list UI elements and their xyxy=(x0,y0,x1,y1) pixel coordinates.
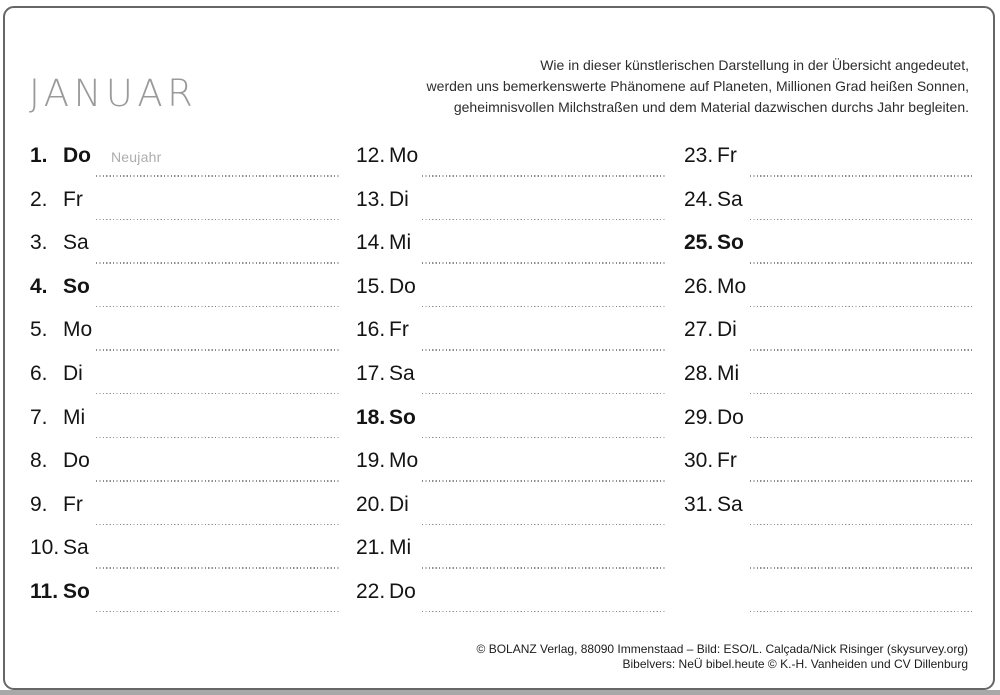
day-number: 19. xyxy=(356,449,386,473)
writing-line xyxy=(96,611,339,613)
footer-credits xyxy=(477,642,968,671)
writing-line xyxy=(422,219,666,221)
writing-line xyxy=(96,262,339,264)
day-row xyxy=(356,404,668,448)
day-abbrev: Do xyxy=(717,405,744,429)
day-number: 17. xyxy=(356,361,386,385)
day-abbrev: So xyxy=(717,231,744,255)
writing-line xyxy=(96,480,339,482)
writing-line xyxy=(422,262,666,264)
day-row xyxy=(30,273,341,317)
day-abbrev: Mi xyxy=(63,405,86,429)
day-row xyxy=(684,273,976,317)
writing-line xyxy=(750,349,974,351)
day-number: 28. xyxy=(684,361,714,385)
day-abbrev: Mo xyxy=(717,274,747,298)
day-number: 11. xyxy=(30,579,59,603)
day-row xyxy=(356,186,668,230)
writing-line xyxy=(96,306,339,308)
day-number: 2. xyxy=(30,187,48,211)
day-number: 16. xyxy=(356,318,386,342)
day-abbrev: Fr xyxy=(717,449,737,473)
day-number: 15. xyxy=(356,274,386,298)
writing-line xyxy=(422,611,666,613)
calendar-column xyxy=(30,142,341,622)
day-number: 7. xyxy=(30,405,48,429)
intro-line: werden uns bemerkenswerte Phänomene auf Planeten, Millionen Grad heißen Sonnen, xyxy=(426,78,969,94)
day-number: 13. xyxy=(356,187,386,211)
day-number: 25. xyxy=(684,231,714,255)
day-abbrev: Fr xyxy=(389,318,409,342)
day-abbrev: Do xyxy=(63,144,91,167)
day-row xyxy=(356,491,668,535)
day-row xyxy=(30,229,341,273)
intro-line: Wie in dieser künstlerischen Darstellung in der Übersicht angedeutet, xyxy=(540,57,969,73)
writing-line xyxy=(96,437,339,439)
day-abbrev: Sa xyxy=(717,187,743,211)
writing-line xyxy=(96,349,339,351)
day-abbrev: Sa xyxy=(63,231,89,255)
intro-text xyxy=(427,55,969,118)
writing-line xyxy=(750,306,974,308)
day-row xyxy=(356,578,668,622)
writing-line xyxy=(422,480,666,482)
footer-line-publisher: © BOLANZ Verlag, 88090 Immenstaad – Bild: ESO/L. Calçada/Nick Risinger (skysurvey.org) xyxy=(476,642,968,656)
writing-line xyxy=(96,524,339,526)
day-row xyxy=(30,360,341,404)
writing-line xyxy=(750,611,974,613)
day-row xyxy=(684,578,976,622)
day-number: 4. xyxy=(30,274,48,298)
day-number: 27. xyxy=(684,318,714,342)
day-number: 1. xyxy=(30,144,48,167)
day-number: 12. xyxy=(356,144,386,167)
writing-line xyxy=(422,349,666,351)
day-row xyxy=(684,360,976,404)
writing-line xyxy=(96,567,339,569)
day-number: 29. xyxy=(684,405,714,429)
calendar-column xyxy=(684,142,976,622)
writing-line xyxy=(422,524,666,526)
day-number: 18. xyxy=(356,405,386,429)
day-row xyxy=(30,578,341,622)
day-abbrev: Mi xyxy=(717,361,740,385)
day-row xyxy=(356,360,668,404)
day-abbrev: Di xyxy=(389,492,409,516)
day-number: 5. xyxy=(30,318,48,342)
day-abbrev: Sa xyxy=(717,492,743,516)
day-abbrev: Sa xyxy=(389,361,415,385)
day-row xyxy=(684,404,976,448)
day-row xyxy=(30,534,341,578)
day-abbrev: Sa xyxy=(63,536,89,560)
writing-line xyxy=(96,219,339,221)
writing-line xyxy=(422,306,666,308)
writing-line xyxy=(422,437,666,439)
day-abbrev: Mo xyxy=(389,144,419,167)
day-number: 26. xyxy=(684,274,714,298)
day-row xyxy=(356,447,668,491)
day-number: 30. xyxy=(684,449,714,473)
day-row xyxy=(684,534,976,578)
footer-line-bibelvers: Bibelvers: NeÜ bibel.heute © K.-H. Vanheiden und CV Dillenburg xyxy=(622,656,968,671)
writing-line xyxy=(750,437,974,439)
day-abbrev: So xyxy=(63,274,90,298)
day-number: 9. xyxy=(30,492,48,516)
writing-line xyxy=(750,262,974,264)
day-abbrev: Fr xyxy=(63,492,83,516)
day-abbrev: Mi xyxy=(389,231,412,255)
day-number: 8. xyxy=(30,449,48,473)
day-abbrev: So xyxy=(389,405,416,429)
day-abbrev: Do xyxy=(63,449,90,473)
writing-line xyxy=(750,175,974,177)
day-number: 31. xyxy=(684,492,714,516)
day-row xyxy=(30,186,341,230)
page-bottom-edge-shadow xyxy=(0,690,1000,695)
writing-line xyxy=(750,567,974,569)
day-row xyxy=(30,142,341,186)
calendar-column xyxy=(356,142,668,622)
writing-line xyxy=(750,393,974,395)
day-abbrev: Di xyxy=(63,361,83,385)
day-row xyxy=(684,316,976,360)
day-abbrev: Di xyxy=(717,318,737,342)
day-abbrev: Mo xyxy=(63,318,93,342)
intro-line: geheimnisvollen Milchstraßen und dem Material dazwischen durchs Jahr begleiten. xyxy=(453,99,969,115)
day-row xyxy=(684,491,976,535)
day-number: 14. xyxy=(356,231,386,255)
day-abbrev: Do xyxy=(389,579,416,603)
day-number: 10. xyxy=(30,536,60,560)
month-title: JANUAR xyxy=(29,72,198,115)
day-abbrev: Fr xyxy=(63,187,83,211)
day-number: 6. xyxy=(30,361,48,385)
day-abbrev: Fr xyxy=(717,144,737,167)
day-abbrev: Mo xyxy=(389,449,419,473)
day-row xyxy=(684,447,976,491)
day-number: 20. xyxy=(356,492,386,516)
day-abbrev: So xyxy=(63,579,90,603)
day-row xyxy=(356,273,668,317)
writing-line xyxy=(750,480,974,482)
writing-line xyxy=(96,175,339,177)
writing-line xyxy=(96,393,339,395)
writing-line xyxy=(750,524,974,526)
day-row xyxy=(684,229,976,273)
day-row xyxy=(356,229,668,273)
writing-line xyxy=(750,219,974,221)
day-number: 24. xyxy=(684,187,714,211)
writing-line xyxy=(422,567,666,569)
day-number: 21. xyxy=(356,536,386,560)
day-number: 22. xyxy=(356,579,386,603)
day-abbrev: Di xyxy=(389,187,409,211)
day-row xyxy=(30,404,341,448)
day-row xyxy=(356,534,668,578)
day-abbrev: Do xyxy=(389,274,416,298)
day-row xyxy=(684,186,976,230)
day-row xyxy=(356,316,668,360)
day-row xyxy=(30,316,341,360)
day-row xyxy=(30,491,341,535)
day-row xyxy=(356,142,668,186)
day-row xyxy=(684,142,976,186)
day-row xyxy=(30,447,341,491)
writing-line xyxy=(422,393,666,395)
holiday-label: Neujahr xyxy=(111,149,162,165)
writing-line xyxy=(422,175,666,177)
day-number: 3. xyxy=(30,231,48,255)
day-number: 23. xyxy=(684,144,714,167)
day-abbrev: Mi xyxy=(389,536,412,560)
